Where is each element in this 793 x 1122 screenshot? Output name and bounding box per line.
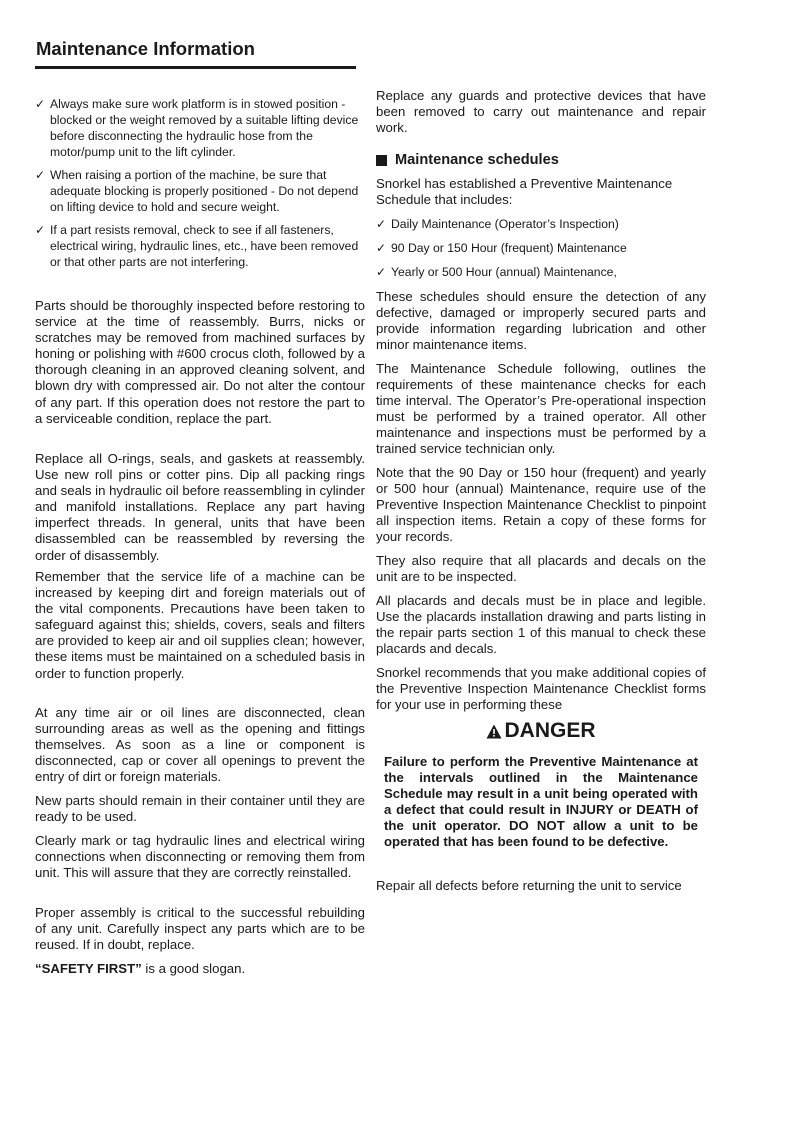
paragraph-repair-defects: Repair all defects before returning the unit to service (376, 878, 682, 893)
slogan-bold: “SAFETY FIRST” (35, 961, 142, 976)
section-heading: Maintenance schedules (376, 152, 706, 168)
schedule-item: ✓ Daily Maintenance (Operator’s Inspection) (376, 217, 619, 231)
title-rule (35, 66, 356, 69)
checklist-item: ✓ When raising a portion of the machine, be sure that adequate blocking is properly positioned - Do not depend on lifting device to hold and secure weight. (35, 168, 359, 214)
paragraph-proper-assembly: Proper assembly is critical to the successful rebuilding of any unit. Carefully inspect any parts which are to be reused. If in doubt, replace. (35, 905, 365, 953)
danger-box (376, 719, 706, 851)
checklist-item: ✓ Always make sure work platform is in stowed position - blocked or the weight removed by a suitable lifting device before disconnecting the hydraulic hose from the motor/pump unit to the lift cylinder. (35, 97, 359, 159)
schedule-item: ✓ Yearly or 500 Hour (annual) Maintenance, (376, 265, 617, 279)
square-bullet-icon (376, 155, 387, 166)
danger-title: DANGER (376, 719, 706, 743)
paragraph-schedules-purpose: These schedules should ensure the detection of any defective, damaged or improperly secured parts and provide information regarding lubrication and other minor maintenance items. (376, 289, 706, 353)
schedule-item: ✓ 90 Day or 150 Hour (frequent) Maintenance (376, 241, 627, 255)
checkmark-icon: ✓ (376, 265, 387, 279)
paragraph-service-life: Remember that the service life of a machine can be increased by keeping dirt and foreign materials out of the vital components. Precautions have been taken to safeguard against this; shields, covers, seals and filters are provided to keep air and oil supplies clean; however, these items must be maintained on a scheduled basis in order to function properly. (35, 569, 365, 681)
precaution-checklist (35, 96, 365, 270)
paragraph-checklist-note: Note that the 90 Day or 150 hour (frequent) and yearly or 500 hour (annual) Maintenance, require use of the Preventive Inspection Maintenance Checklist to pinpoint all inspection items. Retain a copy of these forms for your records. (376, 465, 706, 545)
paragraph-disconnect-lines: At any time air or oil lines are disconnected, clean surrounding areas as well as the opening and fittings themselves. As soon as a line or component is disconnected, cap or cover all openings to prevent the entry of dirt or foreign materials. (35, 705, 365, 785)
warning-triangle-icon (486, 724, 502, 739)
paragraph-placards-legible: All placards and decals must be in place and legible. Use the placards installation drawing and parts listing in the repair parts section 1 of this manual to check these placards and decals. (376, 593, 706, 657)
schedule-list (376, 216, 706, 280)
checkmark-icon: ✓ (35, 168, 46, 182)
checkmark-icon: ✓ (35, 97, 46, 111)
paragraph-schedule-outline: The Maintenance Schedule following, outlines the requirements of these maintenance checks for each time interval. The Operator’s Pre-operational inspection must be performed by a trained operator. All other maintenance and inspections must be performed by a trained service technician only. (376, 361, 706, 457)
paragraph-guards: Replace any guards and protective devices that have been removed to carry out maintenance and repair work. (376, 88, 706, 136)
paragraph-mark-lines: Clearly mark or tag hydraulic lines and electrical wiring connections when disconnecting or removing them from unit. This will assure that they are correctly reinstalled. (35, 833, 365, 881)
checkmark-icon: ✓ (35, 223, 46, 237)
slogan: “SAFETY FIRST” is a good slogan. (35, 961, 246, 976)
paragraph-new-parts: New parts should remain in their container until they are ready to be used. (35, 793, 365, 825)
checkmark-icon: ✓ (376, 217, 387, 231)
danger-message: Failure to perform the Preventive Maintenance at the intervals outlined in the Maintenance Schedule may result in a unit being operated with a defect that could result in INJURY or DEATH of the unit operator. DO NOT allow a unit to be operated that has been found to be defective. (384, 754, 698, 850)
paragraph-inspection: Parts should be thoroughly inspected before restoring to service at the time of reassembly. Burrs, nicks or scratches may be removed from machined surfaces by honing or polishing with #600 crocus cloth, followed by a thorough cleaning in an approved cleaning solvent, and blown dry with compressed air. Do not alter the contour of any part. If this operation does not restore the part to a serviceable condition, replace the part. (35, 298, 365, 426)
paragraph-placards-inspect: They also require that all placards and decals on the unit are to be inspected. (376, 553, 706, 585)
schedule-intro: Snorkel has established a Preventive Maintenance Schedule that includes: (376, 176, 673, 208)
paragraph-replace-seals: Replace all O-rings, seals, and gaskets at reassembly. Use new roll pins or cotter pins. Dip all packing rings and seals in hydraulic oil before reassembling in cylinder and manifold installations. Replace any part having imperfect threads. In general, units that have been disassembled can be reassembled by reversing the order of disassembly. (35, 451, 365, 563)
page-title: Maintenance Information (36, 38, 255, 59)
checklist-item: ✓ If a part resists removal, check to see if all fasteners, electrical wiring, hydraulic lines, etc., have been removed or that other parts are not interfering. (35, 223, 359, 269)
checkmark-icon: ✓ (376, 241, 387, 255)
paragraph-recommend-copies: Snorkel recommends that you make additional copies of the Preventive Inspection Maintenance Checklist forms for your use in performing these (376, 665, 706, 713)
